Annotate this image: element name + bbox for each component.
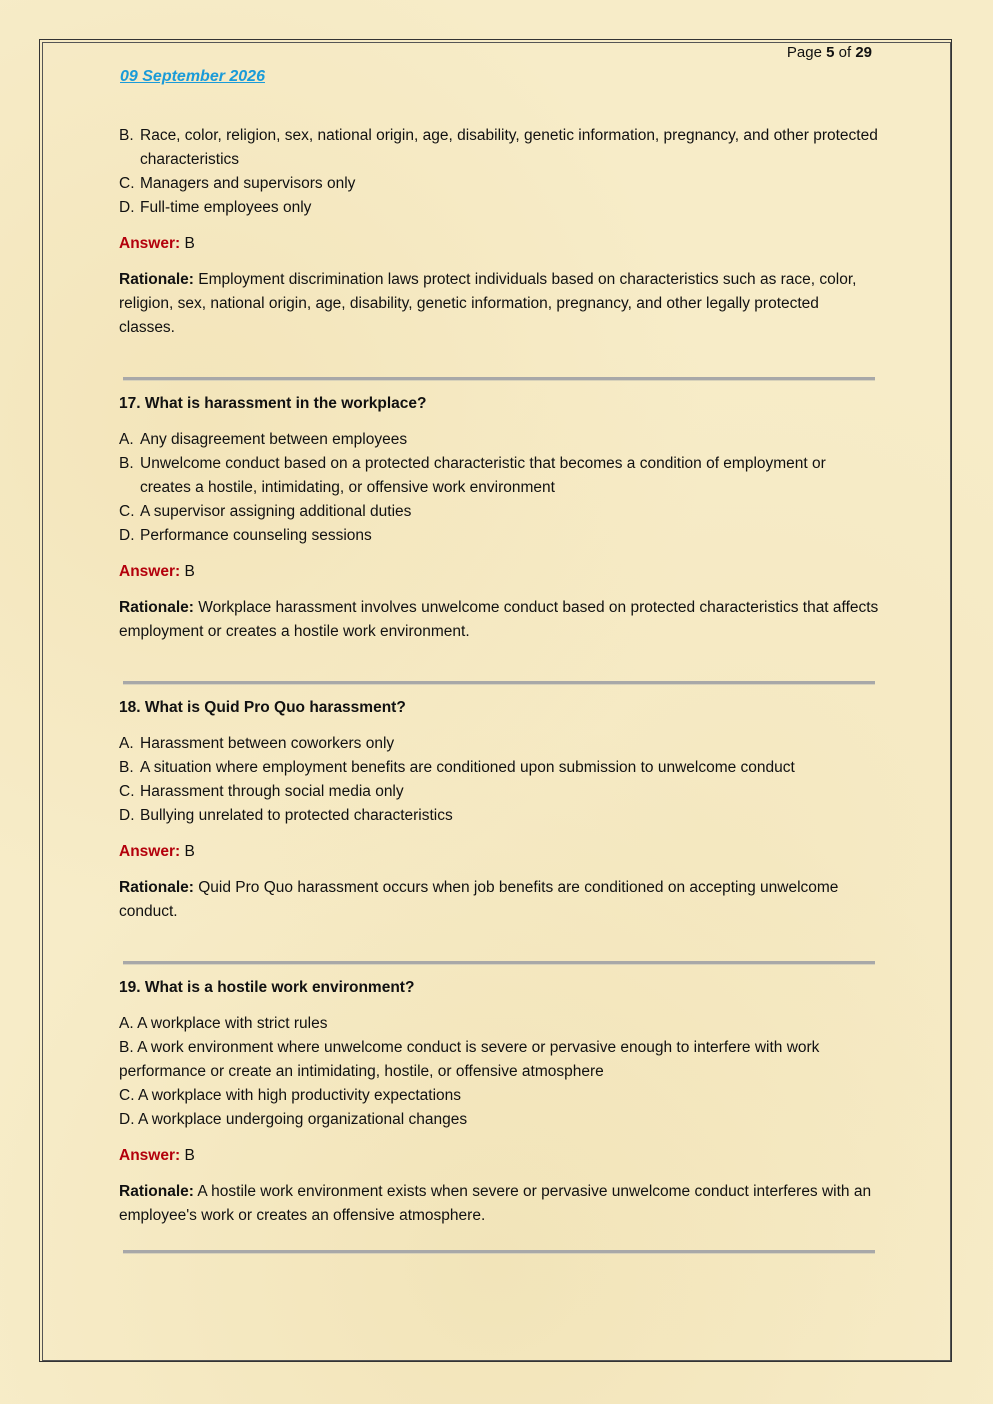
option-b: [119, 124, 879, 172]
document-body: [119, 124, 879, 1265]
page-number: [787, 44, 872, 61]
section-divider: [123, 681, 875, 684]
answer: [119, 840, 879, 864]
option-c: [119, 500, 879, 524]
answer: [119, 1144, 879, 1168]
option-c: [119, 780, 879, 804]
answer-label: Answer:: [119, 1147, 181, 1164]
answer-label: Answer:: [119, 235, 181, 252]
option-letter: B.: [119, 455, 134, 472]
question-17: [119, 392, 879, 644]
rationale-label: Rationale:: [119, 879, 194, 896]
option-d: [119, 524, 879, 548]
rationale: [119, 268, 879, 340]
option-text: Harassment through social media only: [140, 783, 404, 800]
rationale: [119, 876, 879, 924]
page-current: 5: [826, 44, 835, 61]
answer-value: B: [184, 235, 195, 252]
option-letter: C.: [119, 783, 135, 800]
option-text: A situation where employment benefits are conditioned upon submission to unwelcome conduct: [140, 759, 795, 776]
option-letter: A.: [119, 735, 134, 752]
option-letter: B.: [119, 759, 134, 776]
option-b: B. A work environment where unwelcome conduct is severe or pervasive enough to interfere with work performance or create an intimidating, hostile, or offensive atmosphere: [119, 1039, 820, 1080]
rationale-label: Rationale:: [119, 599, 194, 616]
page-of: of: [834, 44, 856, 61]
answer: [119, 560, 879, 584]
page-prefix: Page: [786, 44, 827, 61]
option-b: [119, 756, 879, 780]
option-letter: D.: [119, 527, 135, 544]
question-title: 17. What is harassment in the workplace?: [119, 395, 427, 412]
option-letter: B.: [119, 127, 134, 144]
option-text: Managers and supervisors only: [140, 175, 356, 192]
option-text: Bullying unrelated to protected characteristics: [140, 807, 453, 824]
option-text: Race, color, religion, sex, national origin, age, disability, genetic information, pregnancy, and other protected characteristics: [140, 127, 878, 168]
option-d: [119, 196, 879, 220]
rationale-text: Quid Pro Quo harassment occurs when job benefits are conditioned on accepting unwelcome conduct.: [119, 879, 839, 920]
option-b: [119, 452, 879, 500]
rationale-label: Rationale:: [119, 1183, 194, 1200]
rationale: [119, 1180, 879, 1228]
rationale-text: Employment discrimination laws protect individuals based on characteristics such as race, color, religion, sex, national origin, age, disability, genetic information, pregnancy, and other legally protected classes.: [119, 271, 857, 336]
answer-value: B: [184, 1147, 195, 1164]
option-a: [119, 428, 879, 452]
option-text: Unwelcome conduct based on a protected characteristic that becomes a condition of employment or creates a hostile, intimidating, or offensive work environment: [140, 455, 826, 496]
answer: [119, 232, 879, 256]
option-c: C. A workplace with high productivity expectations: [119, 1087, 462, 1104]
rationale-text: Workplace harassment involves unwelcome conduct based on protected characteristics that affects employment or creates a hostile work environment.: [119, 599, 879, 640]
page-total: 29: [855, 44, 872, 61]
question-18: [119, 696, 879, 924]
option-a: A. A workplace with strict rules: [119, 1015, 328, 1032]
option-text: Harassment between coworkers only: [140, 735, 395, 752]
question-19: [119, 976, 879, 1228]
option-text: Any disagreement between employees: [140, 431, 408, 448]
option-text: Full-time employees only: [140, 199, 312, 216]
option-c: [119, 172, 879, 196]
option-a: [119, 732, 879, 756]
option-letter: D.: [119, 199, 135, 216]
option-letter: A.: [119, 431, 134, 448]
option-letter: D.: [119, 807, 135, 824]
question-16-continued: [119, 124, 879, 340]
answer-value: B: [184, 563, 195, 580]
answer-label: Answer:: [119, 563, 181, 580]
rationale: [119, 596, 879, 644]
option-letter: C.: [119, 503, 135, 520]
question-title: 18. What is Quid Pro Quo harassment?: [119, 699, 406, 716]
rationale-label: Rationale:: [119, 271, 194, 288]
section-divider: [123, 1250, 875, 1253]
section-divider: [123, 961, 875, 964]
option-d: [119, 804, 879, 828]
section-divider: [123, 377, 875, 380]
answer-label: Answer:: [119, 843, 181, 860]
rationale-text: A hostile work environment exists when severe or pervasive unwelcome conduct interferes with an employee's work or creates an offensive atmosphere.: [119, 1183, 872, 1224]
option-text: Performance counseling sessions: [140, 527, 372, 544]
question-title: 19. What is a hostile work environment?: [119, 979, 415, 996]
option-d: D. A workplace undergoing organizational changes: [119, 1111, 468, 1128]
document-date[interactable]: 09 September 2026: [120, 68, 265, 85]
option-text: A supervisor assigning additional duties: [140, 503, 412, 520]
option-letter: C.: [119, 175, 135, 192]
answer-value: B: [184, 843, 195, 860]
